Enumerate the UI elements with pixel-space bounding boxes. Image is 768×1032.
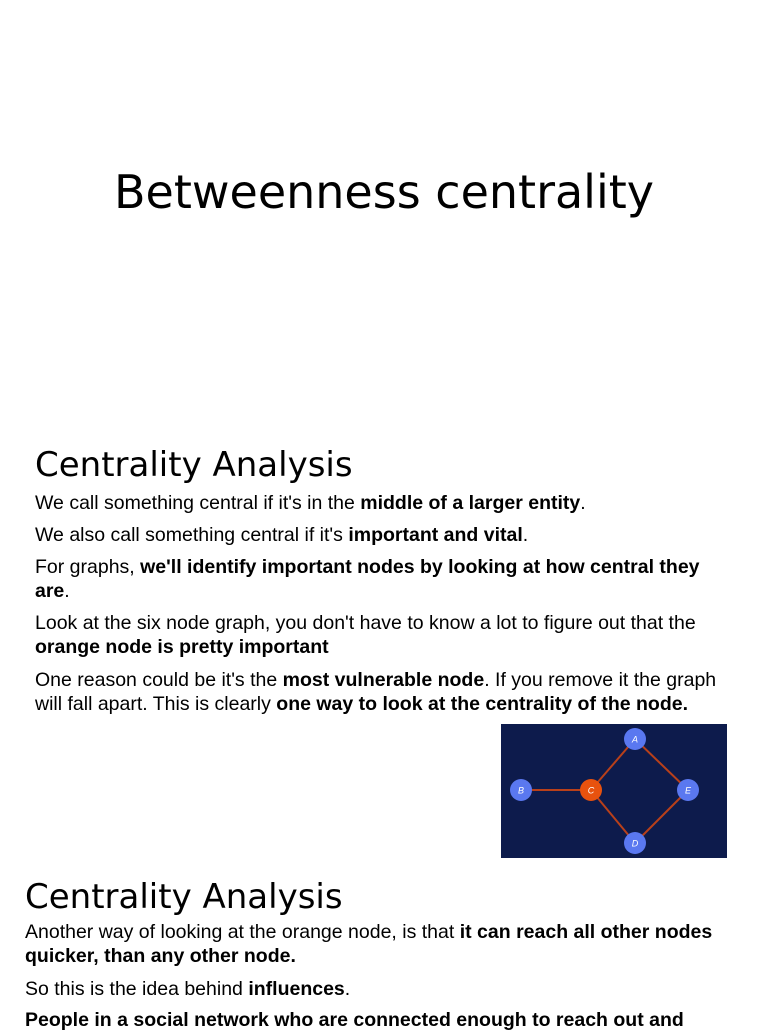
section-heading: Centrality Analysis [25, 877, 343, 917]
paragraph: We call something central if it's in the middle of a larger entity. [35, 492, 586, 514]
paragraph: For graphs, we'll identify important nodes by looking at how central they are. [35, 556, 700, 602]
graph-edges [521, 739, 688, 843]
graph-node-d [624, 832, 646, 854]
paragraph: So this is the idea behind influences. [25, 978, 351, 1000]
node-label: C [587, 785, 595, 796]
graph-node-e [677, 779, 699, 801]
paragraph: Another way of looking at the orange node, is that it can reach all other nodes quicker, than any other node. [25, 921, 713, 967]
graph-node-c [580, 779, 602, 801]
node-label: E [684, 785, 692, 796]
graph-node-a [624, 728, 646, 750]
graph-node-b [510, 779, 532, 801]
graph-svg [501, 724, 727, 858]
six-node-graph-image [501, 724, 727, 858]
node-label: B [517, 785, 525, 796]
paragraph: We also call something central if it's important and vital. [35, 524, 529, 546]
node-label: D [631, 838, 639, 849]
edge-a-e [635, 739, 688, 790]
edge-d-e [635, 790, 688, 843]
section-heading: Centrality Analysis [35, 445, 353, 485]
paragraph: One reason could be it's the most vulnerable node. If you remove it the graph will fall apart. This is clearly one way to look at the centrality of the node. [35, 669, 717, 715]
node-label: A [631, 734, 639, 745]
paragraph-cut-off: People in a social network who are connected enough to reach out and [25, 1009, 684, 1031]
paragraph: Look at the six node graph, you don't have to know a lot to figure out that the orange node is pretty important [35, 612, 696, 658]
slide-title: Betweenness centrality [114, 165, 654, 219]
